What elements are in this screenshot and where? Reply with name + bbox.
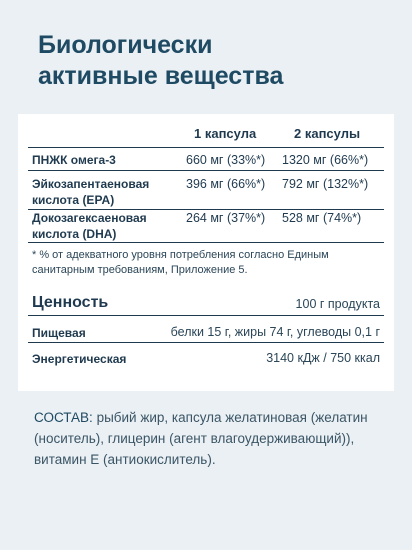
row-value-1-capsule: 396 мг (66%*)	[186, 177, 266, 191]
composition-body: рыбий жир, капсула желатиновая (желатин (носитель), глицерин (агент влагоудерживающий)), витамин Е (антиокислитель).	[34, 410, 368, 467]
row-value-2-capsules: 792 мг (132%*)	[282, 177, 369, 191]
page-title	[38, 30, 283, 92]
value-title: Ценность	[32, 294, 109, 311]
row-value-1-capsule: 264 мг (37%*)	[186, 211, 266, 225]
row-value-2-capsules: 1320 мг (66%*)	[282, 153, 369, 167]
column-header-1-capsule: 1 капсула	[194, 126, 257, 141]
composition-text	[34, 407, 404, 470]
page-title-line2: активные вещества	[38, 62, 284, 90]
row-divider	[28, 170, 384, 171]
value-unit: 100 г продукта	[295, 297, 380, 311]
nutrition-divider	[28, 342, 384, 343]
footnote: * % от адекватного уровня потребления согласно Единым санитарным требованиям, Приложение 5.	[32, 249, 329, 276]
nutrition-card	[18, 114, 394, 391]
row-value-1-capsule: 660 мг (33%*)	[186, 153, 266, 167]
row-name: Докозагексаеновая кислота (DHA)	[32, 211, 147, 241]
row-name: ПНЖК омега-3	[32, 153, 116, 167]
energy-value: 3140 кДж / 750 ккал	[266, 351, 380, 365]
header-divider	[28, 147, 384, 148]
composition-label: СОСТАВ:	[34, 410, 93, 425]
row-name: Эйкозапентаеновая кислота (EPA)	[32, 177, 150, 207]
page-title-line1: Биологически	[38, 31, 213, 59]
column-header-2-capsules: 2 капсулы	[294, 126, 361, 141]
row-value-2-capsules: 528 мг (74%*)	[282, 211, 362, 225]
nutrition-label: Пищевая	[32, 326, 86, 340]
energy-label: Энергетическая	[32, 352, 127, 366]
value-divider	[28, 315, 384, 316]
row-divider	[28, 242, 384, 243]
nutrition-value: белки 15 г, жиры 74 г, углеводы 0,1 г	[170, 325, 380, 339]
